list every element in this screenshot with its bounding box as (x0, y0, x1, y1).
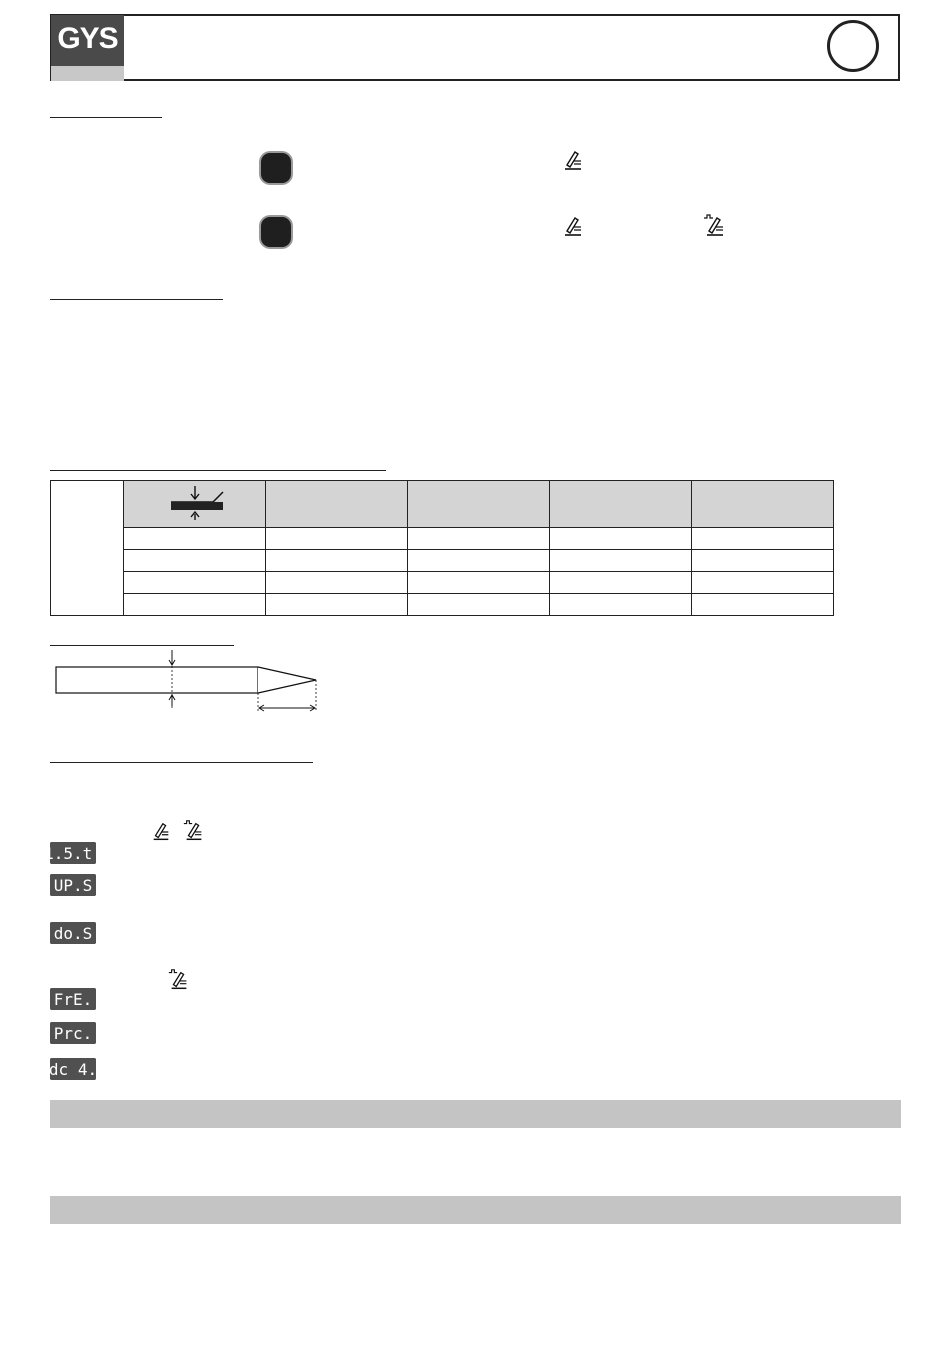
thickness-icon (155, 482, 235, 522)
display-fre (50, 988, 96, 1010)
section-bar (50, 1196, 901, 1224)
pulsed-torch-icon (167, 967, 191, 993)
section-heading-rule (50, 117, 162, 118)
table-row (51, 528, 834, 550)
display-code: Prc. (53, 1024, 93, 1043)
torch-icon (561, 215, 585, 239)
knob-icon (261, 153, 291, 183)
torch-icon (150, 820, 172, 844)
language-badge (827, 20, 879, 72)
section-heading-rule (50, 645, 234, 646)
table-header-cell (408, 481, 550, 528)
pulsed-torch-icon (702, 213, 728, 239)
display-code: FrE. (53, 990, 93, 1009)
table-row-header-cell (51, 481, 124, 616)
display-ups (50, 874, 96, 896)
electrode-sharpening-diagram (50, 648, 330, 714)
table-row (51, 550, 834, 572)
section-heading-rule (50, 762, 313, 763)
display-prc (50, 1022, 96, 1044)
logo-strip (51, 66, 124, 81)
display-code: dc 4. (48, 1060, 98, 1079)
display-1st (44, 842, 102, 864)
section-heading-rule (50, 470, 386, 471)
table-row (51, 572, 834, 594)
display-code: do.S (53, 924, 93, 943)
display-dos (50, 922, 96, 944)
table-header-cell (266, 481, 408, 528)
table-header-cell (692, 481, 834, 528)
display-dc4 (50, 1058, 96, 1080)
table-row (51, 594, 834, 616)
display-code: 1.5.t. (44, 844, 102, 863)
display-code: UP.S (53, 876, 93, 895)
section-bar (50, 1100, 901, 1128)
pulsed-torch-icon (182, 818, 206, 844)
header-frame (50, 14, 900, 81)
torch-icon (561, 149, 585, 173)
table-header-cell (550, 481, 692, 528)
brand-logo-text: GYS (57, 22, 118, 55)
table-header-cell (124, 481, 266, 528)
electrode-table (50, 480, 834, 616)
knob-icon (261, 217, 291, 247)
section-heading-rule (50, 299, 223, 300)
